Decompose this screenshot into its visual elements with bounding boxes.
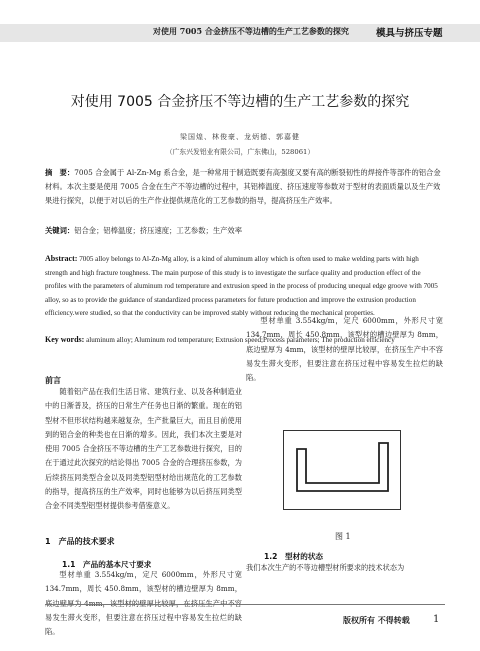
figure-1-frame	[283, 430, 401, 510]
section-1-2-paragraph: 我们本次生产的不等边槽型材所要求的技术状态为	[246, 563, 405, 572]
keywords-zh-text: 铝合金；铝棒温度；挤压速度；工艺参数；生产效率	[74, 226, 243, 235]
section-1-1-heading: 1.1 产品的基本尺寸要求	[62, 560, 152, 569]
footer-rule	[45, 604, 445, 605]
paper-title: 对使用 7005 合金挤压不等边槽的生产工艺参数的探究	[70, 94, 410, 110]
preface-paragraph: 随着铝产品在我们生活日常、建筑行业、以及各种制造业中的日渐普及，挤压的日常生产任务也日渐的繁重。现在的铝型材不但形状结构越来越复杂，生产批量巨大，而且目前使用到的铝合金的种类也在日渐的增多。因此，我们本次主要是对使用 7005 合金挤压不等边槽的生产工艺参数进行探究，目的在于通过此次探究的结论得出 7005 合金的合理挤压参数，为后续挤压同类型合金以及同类型铝型材给出规范化的工艺参数的指导，提高挤压的生产效率，同时也能够为以后挤压同类型合金不同类型铝型材提供参考借鉴意义。	[45, 387, 242, 511]
section-1-heading: 1 产品的技术要求	[45, 537, 115, 546]
keywords-en-label: Key words:	[45, 335, 85, 344]
page-number: 1	[433, 614, 440, 625]
paper-authors: 梁国煌、林俊豪、龙炳德、郭嘉健	[180, 133, 300, 141]
section-1-2-heading: 1.2 型材的状态	[264, 552, 324, 561]
running-header-column: 模具与挤压专题	[376, 28, 443, 39]
section-1-1-paragraph: 型材单重 3.554kg/m，定尺 6000mm，外形尺寸宽 134.7mm，周长 450.8mm，该型材的槽边壁厚为 8mm，底边壁厚为 4mm，该型材的壁厚比较厚，在挤压生产中不容易发生滞火变形，但要注意在挤压过程中容易发生拉烂的缺陷。	[45, 570, 242, 637]
running-header-title: 对使用 7005 合金挤压不等边槽的生产工艺参数的探究	[153, 26, 349, 36]
preface-heading: 前言	[45, 376, 61, 385]
keywords-en-text: aluminum alloy; Aluminum rod temperature; Extrusion speed;Process parameters; The production efficiency	[86, 336, 395, 344]
abstract-en-text: 7005 alloy belongs to Al-Zn-Mg alloy, is a kind of aluminum alloy which is often used to make welding parts with high strength and high fracture toughness. The main purpose of this study is to investigate the surface quality and production effect of the profiles with the parameters of aluminum rod temperature and extrusion speed in the process of producing unequal edge groove with 7005 alloy, so as to provide the guidance of standardized process parameters for future production and improve the extrusion production efficiency.were studied, so that the conductivity can be improved stably without reducing the mechanical properties.	[45, 255, 438, 318]
abstract-zh-label: 摘 要：	[45, 168, 75, 177]
footer-copyright: 版权所有 不得转载	[343, 615, 410, 625]
abstract-zh	[45, 166, 441, 208]
paper-affiliation: （广东兴发铝业有限公司，广东佛山，528061）	[165, 148, 315, 156]
abstract-zh-text: 7005 合金属于 Al-Zn-Mg 系合金，是一种常用于制造既要有高强度又要有高的断裂韧性的焊接件等部件的铝合金材料。本次主要是使用 7005 合金在生产不等边槽的过程中，其铝棒温度、挤压速度等参数对于型材的表面质量以及生产效果进行探究，以便于对以后的生产作业提供规范化的工艺参数的指导，提高挤压生产效率。	[45, 168, 441, 205]
keywords-zh-label: 关键词：	[45, 226, 75, 235]
abstract-en	[45, 252, 443, 321]
channel-profile-shape	[297, 443, 388, 491]
section-1-1-paragraph-continued: 型材单重 3.554kg/m，定尺 6000mm，外形尺寸宽 134.7mm，周长 450.8mm，该型材的槽边壁厚为 8mm，底边壁厚为 4mm，该型材的壁厚比较厚，在挤压生产中不容易发生滞火变形，但要注意在挤压过程中容易发生拉烂的缺陷。	[246, 316, 443, 383]
u-channel-profile-drawing	[284, 431, 400, 509]
section-1-2-body	[246, 561, 443, 575]
keywords-zh	[45, 224, 441, 238]
figure-1-caption: 图 1	[335, 532, 351, 541]
preface-body	[45, 385, 242, 514]
abstract-en-label: Abstract:	[45, 254, 78, 263]
